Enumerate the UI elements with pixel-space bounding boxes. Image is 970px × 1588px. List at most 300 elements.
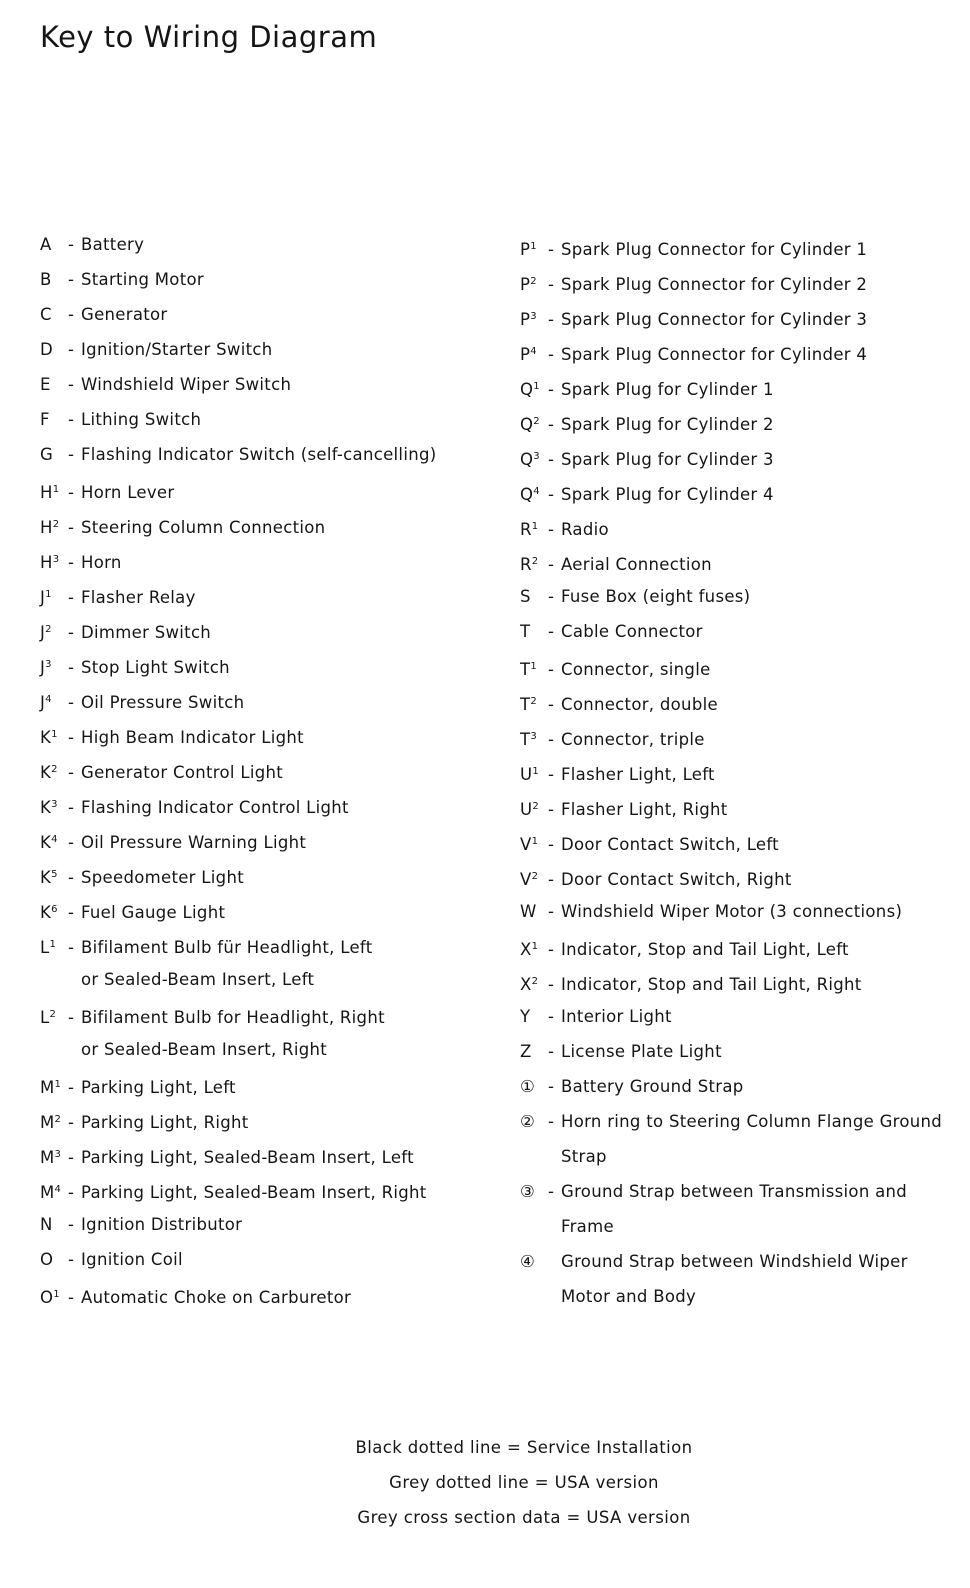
entry-key-letter: V — [520, 870, 532, 889]
line-legend — [0, 1430, 970, 1535]
entry-key-letter: L — [40, 938, 50, 957]
entry-description: Generator Control Light — [81, 763, 283, 782]
entry-dash: - — [548, 1077, 555, 1096]
entry-description: Flasher Light, Left — [561, 765, 715, 784]
key-entry — [40, 402, 436, 437]
key-entry — [40, 857, 436, 892]
entry-dash: - — [68, 1250, 75, 1269]
entry-description-continued: or Sealed-Beam Insert, Left — [81, 970, 315, 989]
entry-key-index: 2 — [530, 696, 538, 707]
entry-key-letter: E — [40, 375, 51, 394]
entry-description: Starting Motor — [81, 270, 204, 289]
entry-description: Indicator, Stop and Tail Light, Right — [561, 975, 862, 994]
entry-dash: - — [548, 345, 555, 364]
entry-key — [520, 754, 548, 792]
entry-key-letter: J — [40, 623, 46, 642]
entry-description: Horn — [81, 553, 122, 572]
entry-key-letter: M — [40, 1148, 55, 1167]
entry-key-index: 3 — [51, 799, 58, 810]
entry-key — [520, 1104, 548, 1139]
entry-key-index: 1 — [531, 836, 539, 847]
key-entry — [520, 1174, 942, 1209]
key-entry — [520, 1069, 942, 1104]
entry-key — [520, 264, 548, 302]
entry-dash: - — [68, 270, 75, 289]
entry-dash: - — [68, 728, 75, 747]
entry-key-letter: T — [520, 695, 531, 714]
entry-key — [40, 577, 68, 615]
legend-line: Grey dotted line = USA version — [389, 1473, 659, 1492]
entry-description: Aerial Connection — [561, 555, 712, 574]
entry-description: Connector, double — [561, 695, 718, 714]
entry-dash: - — [548, 587, 555, 606]
entry-key-letter: K — [40, 903, 52, 922]
entry-key-letter: Q — [520, 380, 534, 399]
key-entry — [40, 612, 436, 647]
entry-key-letter: H — [40, 483, 53, 502]
entry-key-index: 1 — [530, 661, 538, 672]
entry-dash: - — [68, 1078, 75, 1097]
entry-key-letter: C — [40, 305, 52, 324]
entry-key-index: 2 — [51, 764, 58, 775]
entry-description: Spark Plug Connector for Cylinder 4 — [561, 345, 868, 364]
entry-key-letter: M — [40, 1113, 55, 1132]
key-entry — [40, 787, 436, 822]
key-entry — [40, 822, 436, 857]
entry-key — [40, 752, 68, 790]
key-entry — [520, 1244, 942, 1279]
key-entry — [520, 509, 942, 544]
entry-description: Lithing Switch — [81, 410, 202, 429]
entry-description: Windshield Wiper Switch — [81, 375, 292, 394]
entry-dash: - — [68, 693, 75, 712]
entry-description: Flashing Indicator Control Light — [81, 798, 349, 817]
entry-key-index: 3 — [45, 659, 52, 670]
entry-dash: - — [548, 1112, 555, 1131]
entry-description: Battery — [81, 235, 145, 254]
entry-description: Speedometer Light — [81, 868, 244, 887]
legend-line: Grey cross section data = USA version — [357, 1508, 691, 1527]
entry-key — [40, 717, 68, 755]
entry-description: Ignition Coil — [81, 1250, 183, 1269]
entry-dash: - — [68, 305, 75, 324]
entry-description: Flasher Light, Right — [561, 800, 728, 819]
entry-description: Ground Strap between Transmission and — [561, 1182, 908, 1201]
entry-key — [40, 1102, 68, 1140]
entry-description: Flashing Indicator Switch (self-cancelling) — [81, 445, 437, 464]
entry-description: Windshield Wiper Motor (3 connections) — [561, 902, 903, 921]
entry-key — [40, 1277, 68, 1315]
entry-description: Bifilament Bulb for Headlight, Right — [81, 1008, 385, 1027]
key-entry — [40, 472, 436, 507]
key-entry — [40, 717, 436, 752]
entry-key — [520, 1174, 548, 1209]
entry-description: Ground Strap between Windshield Wiper — [561, 1252, 908, 1271]
key-entry — [520, 439, 942, 474]
entry-key-letter: G — [40, 445, 54, 464]
entry-description: Horn Lever — [81, 483, 175, 502]
entry-description: Dimmer Switch — [81, 623, 212, 642]
entry-key-index: 2 — [49, 1009, 57, 1020]
entry-key-letter: J — [40, 658, 46, 677]
entry-description: Parking Light, Sealed-Beam Insert, Right — [81, 1183, 427, 1202]
entry-key — [40, 822, 68, 860]
key-entry — [40, 1242, 436, 1277]
key-entry — [520, 754, 942, 789]
key-entry — [40, 297, 436, 332]
entry-key-letter: K — [40, 868, 52, 887]
entry-dash: - — [548, 1007, 555, 1026]
key-entry — [520, 964, 942, 999]
entry-key-letter: Q — [520, 450, 534, 469]
entry-description: Spark Plug for Cylinder 3 — [561, 450, 774, 469]
key-entry — [40, 927, 436, 962]
entry-key-letter: K — [40, 763, 52, 782]
key-entry — [520, 579, 942, 614]
entry-key — [40, 997, 68, 1035]
entry-description: Spark Plug for Cylinder 4 — [561, 485, 774, 504]
entry-description: Steering Column Connection — [81, 518, 326, 537]
entry-key — [520, 684, 548, 722]
entry-key-letter: D — [40, 340, 54, 359]
entry-description-continued: or Sealed-Beam Insert, Right — [81, 1040, 327, 1059]
entry-dash: - — [548, 275, 555, 294]
entry-description: Indicator, Stop and Tail Light, Left — [561, 940, 849, 959]
entry-description: Spark Plug for Cylinder 1 — [561, 380, 774, 399]
entry-key-letter: R — [520, 520, 532, 539]
entry-key — [40, 262, 68, 297]
entry-description: Connector, triple — [561, 730, 705, 749]
key-entry — [520, 544, 942, 579]
key-entry — [520, 824, 942, 859]
entry-key — [520, 894, 548, 929]
key-entry — [40, 647, 436, 682]
entry-description: Parking Light, Left — [81, 1078, 236, 1097]
entry-key-index: 1 — [532, 766, 540, 777]
entry-dash: - — [548, 975, 555, 994]
entry-key-letter: ② — [520, 1112, 536, 1131]
entry-dash: - — [548, 380, 555, 399]
entry-key-letter: K — [40, 798, 52, 817]
entry-key-letter: Q — [520, 415, 534, 434]
entry-key-index: 6 — [51, 904, 58, 915]
key-entry — [40, 332, 436, 367]
entry-description: Generator — [81, 305, 168, 324]
entry-key — [520, 229, 548, 267]
entry-key-index: 2 — [533, 416, 540, 427]
key-entry — [520, 1104, 942, 1139]
entry-key-index: 2 — [52, 519, 60, 530]
entry-key — [40, 1242, 68, 1277]
entry-key — [40, 402, 68, 437]
key-entry — [40, 1102, 436, 1137]
entry-dash: - — [548, 695, 555, 714]
key-entry — [520, 684, 942, 719]
entry-key-letter: T — [520, 660, 531, 679]
entry-dash: - — [68, 483, 75, 502]
entry-key-letter: ③ — [520, 1182, 536, 1201]
entry-key-letter: P — [520, 275, 531, 294]
entry-dash: - — [548, 622, 555, 641]
entry-key-letter: F — [40, 410, 50, 429]
entry-dash: - — [68, 518, 75, 537]
entry-description: Flasher Relay — [81, 588, 196, 607]
entry-key-index: 3 — [54, 1149, 62, 1160]
entry-key-letter: L — [40, 1008, 50, 1027]
entry-key-letter: J — [40, 588, 46, 607]
entry-key — [40, 472, 68, 510]
entry-description: Automatic Choke on Carburetor — [81, 1288, 352, 1307]
key-entry — [520, 229, 942, 264]
page-title: Key to Wiring Diagram — [40, 20, 378, 54]
entry-key — [520, 649, 548, 687]
entry-description: Horn ring to Steering Column Flange Ground — [561, 1112, 943, 1131]
entry-key-letter: U — [520, 765, 533, 784]
entry-description: Spark Plug Connector for Cylinder 3 — [561, 310, 868, 329]
entry-dash: - — [548, 520, 555, 539]
entry-key-letter: ④ — [520, 1252, 536, 1271]
entry-key — [520, 474, 548, 512]
entry-key-index: 3 — [52, 554, 60, 565]
entry-key — [40, 857, 68, 895]
entry-key-index: 1 — [52, 484, 60, 495]
entry-key — [40, 507, 68, 545]
entry-description: Spark Plug Connector for Cylinder 2 — [561, 275, 868, 294]
entry-key — [40, 367, 68, 402]
entry-key — [40, 1172, 68, 1210]
entry-key — [520, 544, 548, 582]
entry-key-letter: J — [40, 693, 46, 712]
entry-key-letter: Z — [520, 1042, 532, 1061]
entry-description-continued: Strap — [561, 1147, 607, 1166]
entry-key — [520, 999, 548, 1034]
entry-key-letter: K — [40, 728, 52, 747]
key-entry — [40, 507, 436, 542]
entry-key — [40, 787, 68, 825]
key-entry — [520, 719, 942, 754]
entry-key-index: 2 — [531, 556, 539, 567]
entry-dash: - — [68, 798, 75, 817]
entry-key-letter: H — [40, 553, 53, 572]
key-entry — [40, 1067, 436, 1102]
key-entry — [40, 227, 436, 262]
key-entry — [40, 577, 436, 612]
entry-dash: - — [68, 1183, 75, 1202]
key-entry — [520, 474, 942, 509]
entry-dash: - — [68, 340, 75, 359]
entry-key-letter: O — [40, 1250, 54, 1269]
key-entry — [40, 1137, 436, 1172]
entry-key-index: 1 — [53, 1289, 60, 1300]
entry-description: Fuel Gauge Light — [81, 903, 226, 922]
key-entry — [40, 262, 436, 297]
key-entry — [520, 859, 942, 894]
key-entry — [520, 1034, 942, 1069]
key-entry — [40, 1207, 436, 1242]
entry-key-index: 1 — [531, 521, 539, 532]
entry-key-letter: T — [520, 730, 531, 749]
entry-dash: - — [68, 658, 75, 677]
key-entry — [520, 789, 942, 824]
entry-key — [520, 299, 548, 337]
entry-key-index: 1 — [533, 381, 540, 392]
entry-key-index: 1 — [49, 939, 57, 950]
key-list-left — [40, 227, 436, 1312]
entry-dash: - — [548, 870, 555, 889]
key-entry — [40, 682, 436, 717]
entry-key-index: 2 — [531, 871, 539, 882]
entry-key-index: 2 — [45, 624, 52, 635]
key-entry — [520, 404, 942, 439]
entry-key-letter: ① — [520, 1077, 536, 1096]
entry-key — [40, 542, 68, 580]
entry-description-continued: Frame — [561, 1217, 614, 1236]
key-entry — [40, 437, 436, 472]
entry-key-letter: Y — [520, 1007, 531, 1026]
key-entry — [40, 1172, 436, 1207]
entry-key-letter: A — [40, 235, 52, 254]
entry-dash: - — [548, 555, 555, 574]
entry-key-letter: M — [40, 1078, 55, 1097]
entry-description: Door Contact Switch, Left — [561, 835, 779, 854]
entry-dash: - — [68, 588, 75, 607]
entry-key-letter: P — [520, 310, 531, 329]
entry-key — [520, 929, 548, 967]
entry-key — [40, 1207, 68, 1242]
entry-key-letter: K — [40, 833, 52, 852]
entry-key-letter: Q — [520, 485, 534, 504]
entry-dash: - — [68, 938, 75, 957]
entry-dash: - — [68, 1215, 75, 1234]
entry-key-letter: M — [40, 1183, 55, 1202]
entry-description-continued: Motor and Body — [561, 1287, 697, 1306]
entry-dash: - — [68, 375, 75, 394]
entry-description: License Plate Light — [561, 1042, 722, 1061]
entry-key-letter: P — [520, 345, 531, 364]
entry-description: Cable Connector — [561, 622, 703, 641]
entry-key-index: 5 — [51, 869, 58, 880]
entry-key — [520, 1069, 548, 1104]
entry-dash: - — [548, 485, 555, 504]
entry-key-index: 4 — [51, 834, 58, 845]
entry-dash: - — [68, 1008, 75, 1027]
entry-dash: - — [68, 1113, 75, 1132]
entry-key — [520, 369, 548, 407]
key-entry — [520, 264, 942, 299]
entry-key — [520, 719, 548, 757]
entry-dash: - — [68, 1148, 75, 1167]
entry-key-letter: N — [40, 1215, 53, 1234]
entry-dash: - — [548, 835, 555, 854]
entry-key — [520, 1034, 548, 1069]
entry-description: Oil Pressure Warning Light — [81, 833, 307, 852]
entry-dash: - — [548, 765, 555, 784]
entry-description: Connector, single — [561, 660, 711, 679]
entry-dash: - — [548, 415, 555, 434]
entry-dash: - — [548, 902, 555, 921]
entry-key-index: 4 — [530, 346, 537, 357]
key-entry — [520, 334, 942, 369]
entry-description: Fuse Box (eight fuses) — [561, 587, 751, 606]
entry-key-letter: B — [40, 270, 52, 289]
entry-dash: - — [68, 623, 75, 642]
entry-key — [520, 859, 548, 897]
key-entry — [520, 999, 942, 1034]
entry-key — [40, 612, 68, 650]
key-list-right — [520, 229, 942, 1314]
entry-key-index: 2 — [532, 801, 540, 812]
entry-key-index: 3 — [533, 451, 540, 462]
entry-key — [40, 297, 68, 332]
entry-key — [520, 964, 548, 1002]
entry-description: Ignition/Starter Switch — [81, 340, 273, 359]
entry-key — [520, 579, 548, 614]
entry-key-index: 1 — [530, 241, 537, 252]
entry-dash: - — [68, 445, 75, 464]
entry-key — [40, 1137, 68, 1175]
entry-description: Oil Pressure Switch — [81, 693, 245, 712]
entry-key-letter: H — [40, 518, 53, 537]
entry-key — [520, 824, 548, 862]
entry-description: Stop Light Switch — [81, 658, 230, 677]
key-entry — [520, 369, 942, 404]
entry-dash: - — [548, 730, 555, 749]
entry-description: Battery Ground Strap — [561, 1077, 744, 1096]
entry-key — [40, 227, 68, 262]
entry-key-letter: U — [520, 800, 533, 819]
entry-key-letter: O — [40, 1288, 54, 1307]
key-entry — [40, 542, 436, 577]
entry-key-letter: R — [520, 555, 532, 574]
entry-key — [520, 614, 548, 649]
entry-key — [40, 1067, 68, 1105]
entry-dash: - — [68, 410, 75, 429]
entry-key — [40, 332, 68, 367]
entry-key — [520, 404, 548, 442]
entry-key-index: 1 — [45, 589, 52, 600]
entry-key-index: 2 — [531, 976, 539, 987]
entry-key-letter: X — [520, 940, 532, 959]
entry-description: Bifilament Bulb für Headlight, Left — [81, 938, 373, 957]
entry-description: Interior Light — [561, 1007, 672, 1026]
entry-key-index: 1 — [531, 941, 539, 952]
entry-key-index: 3 — [530, 731, 538, 742]
entry-description: Radio — [561, 520, 609, 539]
entry-description: Parking Light, Sealed-Beam Insert, Left — [81, 1148, 414, 1167]
key-entry — [520, 614, 942, 649]
legend-line: Black dotted line = Service Installation — [355, 1438, 693, 1457]
entry-description: Spark Plug Connector for Cylinder 1 — [561, 240, 868, 259]
entry-key-letter: T — [520, 622, 531, 641]
key-entry — [40, 892, 436, 927]
key-entry — [40, 752, 436, 787]
entry-dash: - — [548, 450, 555, 469]
entry-key-letter: X — [520, 975, 532, 994]
entry-dash: - — [548, 940, 555, 959]
entry-description: High Beam Indicator Light — [81, 728, 304, 747]
entry-key-index: 3 — [530, 311, 537, 322]
key-entry — [40, 1277, 436, 1312]
entry-dash: - — [548, 310, 555, 329]
key-entry — [520, 299, 942, 334]
entry-key-letter: P — [520, 240, 531, 259]
entry-dash: - — [68, 235, 75, 254]
key-entry — [40, 367, 436, 402]
entry-description: Ignition Distributor — [81, 1215, 243, 1234]
entry-key-letter: V — [520, 835, 532, 854]
entry-key-letter: S — [520, 587, 531, 606]
entry-key-index: 1 — [51, 729, 58, 740]
